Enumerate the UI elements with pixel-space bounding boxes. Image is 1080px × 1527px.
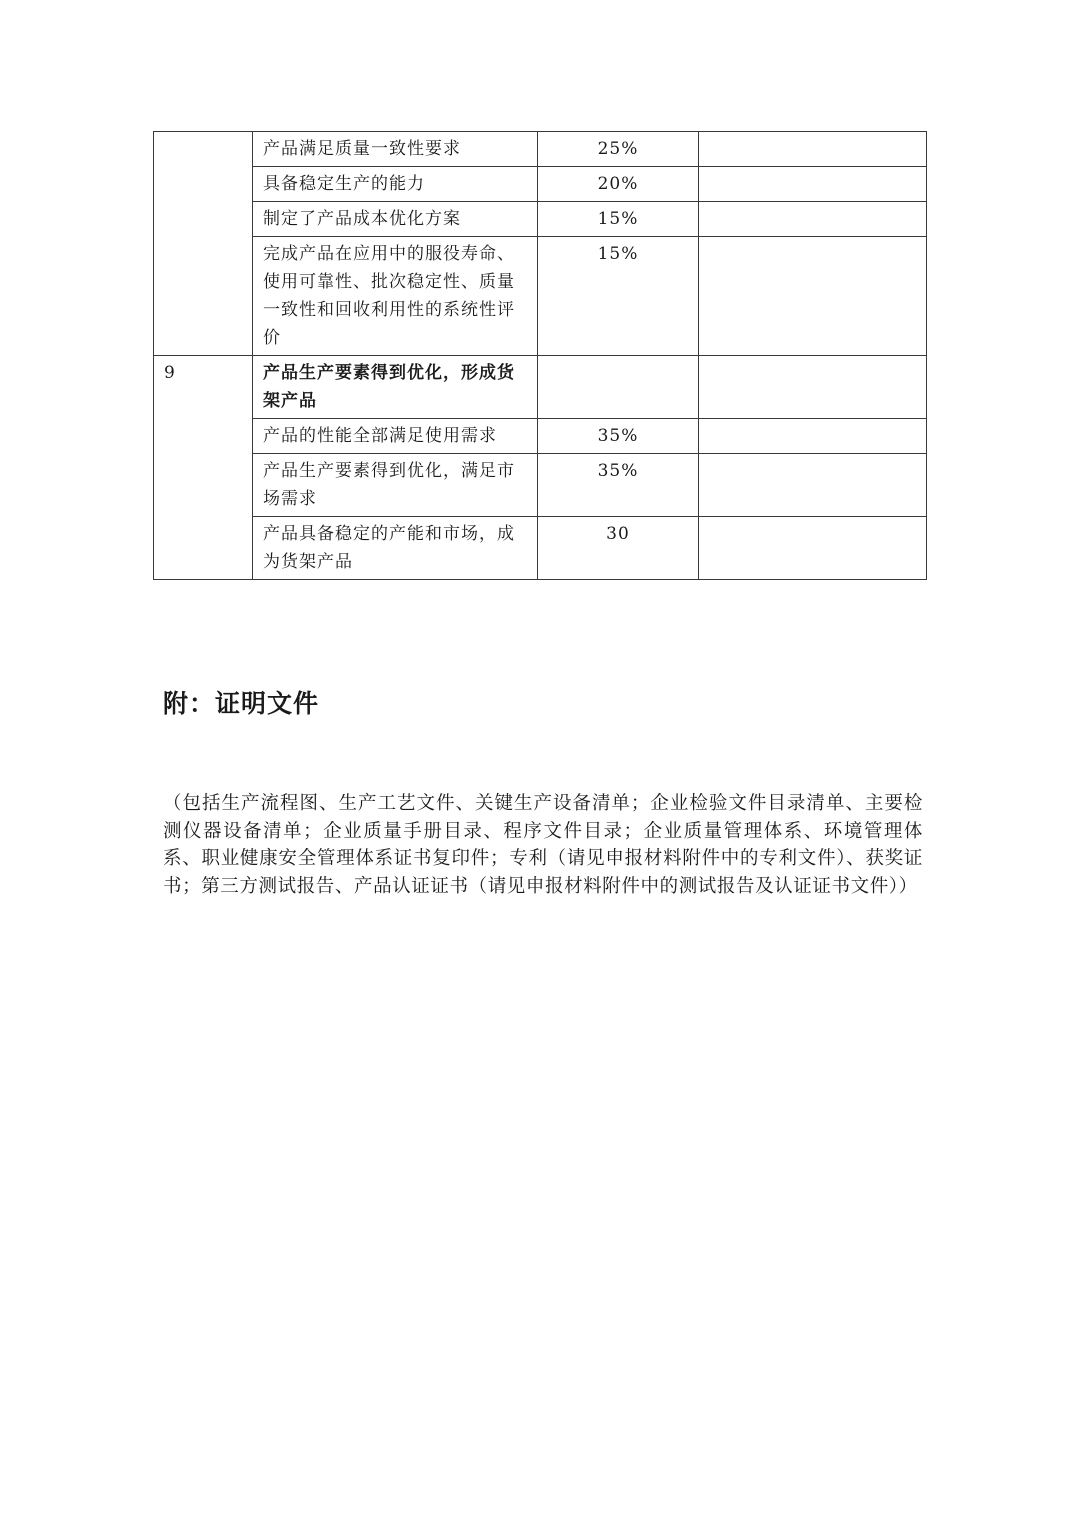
table-row [154, 202, 927, 237]
criterion-score [699, 202, 927, 237]
criterion-text: 具备稳定生产的能力 [253, 167, 538, 202]
criterion-text: 产品具备稳定的产能和市场，成为货架产品 [253, 517, 538, 580]
criterion-weight: 15% [538, 202, 699, 237]
appendix-paragraph: （包括生产流程图、生产工艺文件、关键生产设备清单；企业检验文件目录清单、主要检测仪器设备清单；企业质量手册目录、程序文件目录；企业质量管理体系、环境管理体系、职业健康安全管理体系证书复印件；专利（请见申报材料附件中的专利文件）、获奖证书；第三方测试报告、产品认证证书（请见申报材料附件中的测试报告及认证证书文件）） [163, 793, 923, 897]
criterion-score [699, 237, 927, 356]
table-row-section [154, 356, 927, 419]
table-row [154, 454, 927, 517]
criterion-weight: 35% [538, 454, 699, 517]
criterion-text: 产品生产要素得到优化，满足市场需求 [253, 454, 538, 517]
criterion-score [699, 419, 927, 454]
criterion-weight: 20% [538, 167, 699, 202]
criterion-weight: 35% [538, 419, 699, 454]
appendix-heading: 附：证明文件 [163, 689, 320, 718]
criterion-text: 制定了产品成本优化方案 [253, 202, 538, 237]
row-number [154, 419, 253, 454]
table-row [154, 132, 927, 167]
criterion-score [699, 167, 927, 202]
row-number [154, 237, 253, 356]
table-row [154, 419, 927, 454]
criteria-table [153, 131, 927, 580]
criterion-text: 完成产品在应用中的服役寿命、使用可靠性、批次稳定性、质量一致性和回收利用性的系统性评价 [253, 237, 538, 356]
table-row [154, 517, 927, 580]
row-number [154, 202, 253, 237]
table-row [154, 167, 927, 202]
criterion-text: 产品的性能全部满足使用需求 [253, 419, 538, 454]
criterion-weight: 15% [538, 237, 699, 356]
criterion-score [699, 454, 927, 517]
table-row [154, 237, 927, 356]
criterion-score [699, 132, 927, 167]
row-number: 9 [154, 356, 253, 419]
criterion-score [699, 356, 927, 419]
row-number [154, 132, 253, 167]
criterion-score [699, 517, 927, 580]
row-number [154, 454, 253, 517]
criterion-weight: 30 [538, 517, 699, 580]
section-title: 产品生产要素得到优化，形成货架产品 [253, 356, 538, 419]
criterion-weight: 25% [538, 132, 699, 167]
criterion-text: 产品满足质量一致性要求 [253, 132, 538, 167]
row-number [154, 517, 253, 580]
criterion-weight [538, 356, 699, 419]
row-number [154, 167, 253, 202]
